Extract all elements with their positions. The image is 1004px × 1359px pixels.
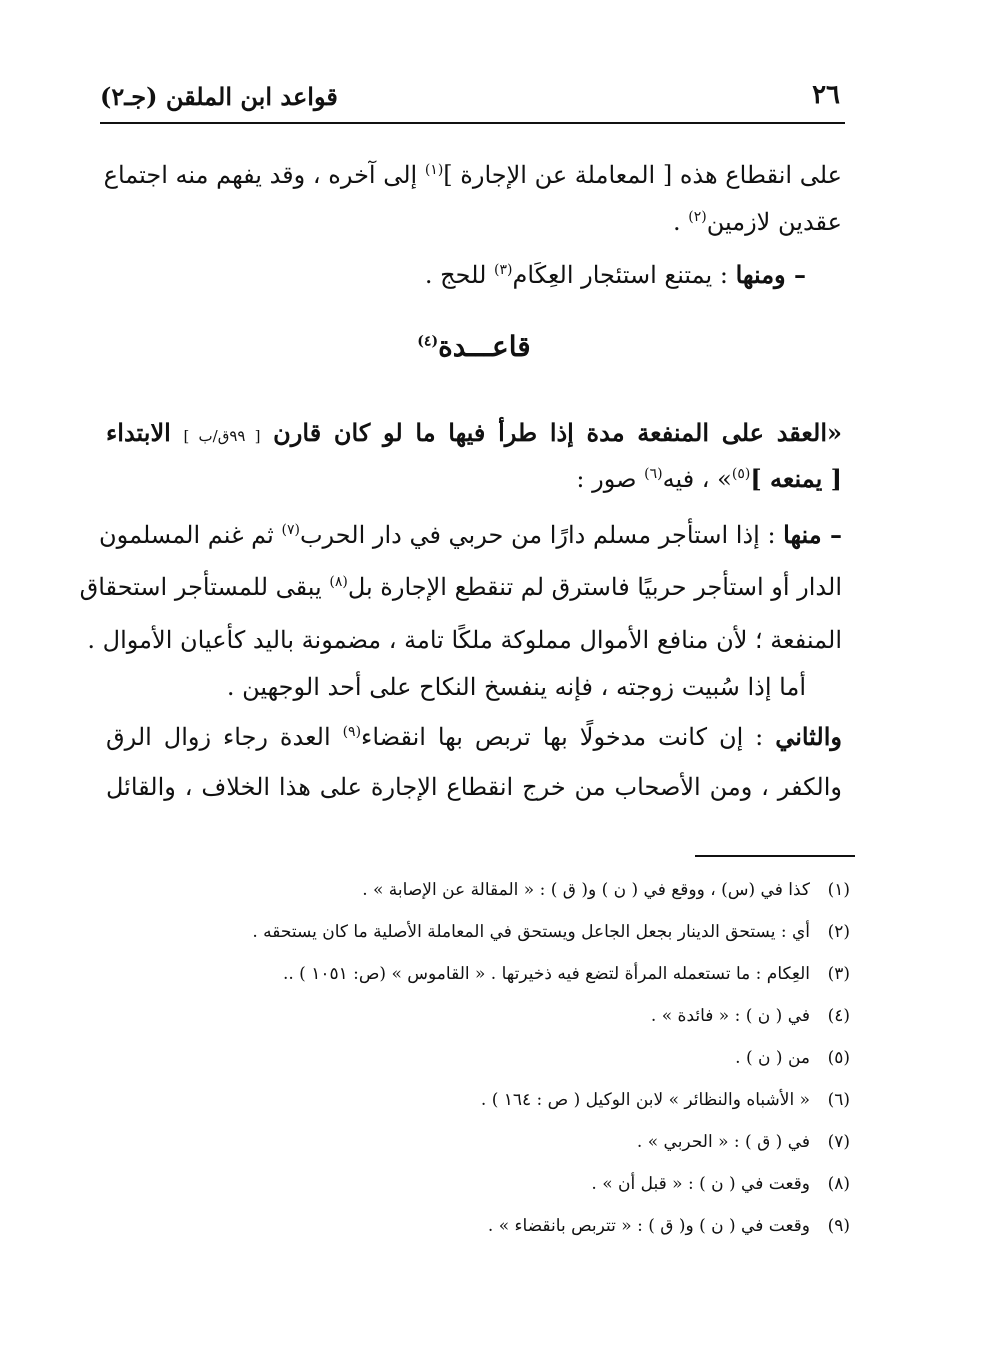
page-number: ٢٦ — [812, 80, 840, 110]
footnote-ref: (٩) — [342, 724, 362, 740]
footnote-ref: (٧) — [281, 522, 300, 538]
body-line-8: والثاني : إن كانت مدخولًا بها تربص بها انقضاء$^{(٩)}$ العدة رجاء زوال الرق — [106, 722, 842, 751]
footnote: (٤)في ( ن ) : « فائدة » . — [650, 1006, 850, 1026]
body-line-5: الدار أو استأجر حربيًا فاسترق لم تنقطع الإجارة بل$^{(٨)}$ يبقى للمستأجر استحقاق — [79, 573, 842, 601]
footnote-ref: (٥) — [731, 466, 751, 482]
running-title: قواعد ابن الملقن (جـ٢) — [100, 82, 338, 111]
footnote-ref: (٢) — [688, 209, 707, 225]
footnote: (٢)أي : يستحق الدينار بجعل الجاعل ويستحق في المعاملة الأصلية ما كان يستحقه . — [252, 922, 850, 942]
footnote-separator — [695, 855, 855, 857]
footnote: (٨)وقعت في ( ن ) : « قبل أن » . — [591, 1174, 850, 1194]
body-line-3: – ومنها : يمتنع استئجار العِكَام$^{(٣)}$ للحج . — [424, 260, 806, 289]
rule-text-line-2: [ يمنعه ]$^{(٥)}$» ، فيه$^{(٦)}$ صور : — [576, 464, 842, 493]
body-line-6: المنفعة ؛ لأن منافع الأموال مملوكة ملكًا تامة ، مضمونة باليد كأعيان الأموال . — [87, 626, 842, 654]
rule-heading: قاعـــدة$^{(٤)}$ — [417, 330, 531, 363]
header-rule — [100, 122, 845, 124]
footnote: (٣)العِكام : ما تستعمله المرأة لتضع فيه ذخيرتها . « القاموس » (ص: ١٠٥١ ) .. — [282, 964, 850, 984]
footnote: (٩)وقعت في ( ن ) و( ق ) : « تتربص بانقضاء » . — [487, 1216, 850, 1236]
footnote: (٥)من ( ن ) . — [735, 1048, 850, 1068]
manuscript-folio-marker: [ ٩٩ق/ب ] — [183, 427, 261, 445]
footnote-ref: (٨) — [329, 574, 348, 590]
footnote-ref: (١) — [424, 162, 444, 178]
footnote-ref: (٦) — [644, 466, 663, 482]
body-line-7: أما إذا سُبيت زوجته ، فإنه ينفسخ النكاح على أحد الوجهين . — [226, 673, 806, 701]
footnote: (٧)في ( ق ) : « الحربي » . — [636, 1132, 850, 1152]
body-line-1: على انقطاع هذه [ المعاملة عن الإجارة ]$^{(١)}$ إلى آخره ، وقد يفهم منه اجتماع — [103, 161, 842, 189]
body-line-9: والكفر ، ومن الأصحاب من خرج انقطاع الإجارة على هذا الخلاف ، والقائل — [106, 773, 842, 801]
footnote: (٦)« الأشباه والنظائر » لابن الوكيل ( ص : ١٦٤ ) . — [480, 1090, 850, 1110]
body-line-4: – منها : إذا استأجر مسلم دارًا من حربي في دار الحرب$^{(٧)}$ ثم غنم المسلمون — [99, 520, 842, 549]
footnote-ref: (٤) — [417, 333, 439, 350]
body-line-2: عقدين لازمين$^{(٢)}$ . — [672, 208, 842, 236]
footnote-ref: (٣) — [494, 262, 513, 278]
footnote: (١)كذا في (س) ، ووقع في ( ن ) و( ق ) : « المقالة عن الإصابة » . — [362, 880, 850, 900]
rule-text-line-1: «العقد على المنفعة مدة إذا طرأ فيها ما لو كان قارن [ ٩٩ق/ب ] الابتداء — [106, 418, 842, 447]
